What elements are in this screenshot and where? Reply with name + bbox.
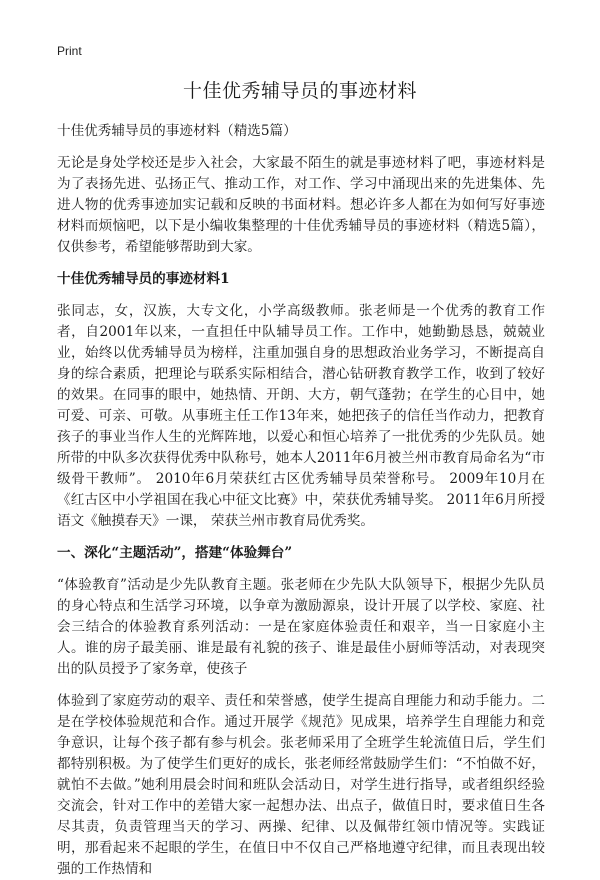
subsection-paragraph: “体验教育”活动是少先队教育主题。张老师在少先队大队领导下，根据少先队员的身心特点和生活学习环境，以争章为激励源泉，设计开展了以学校、家庭、社会三结合的体验教育系列活动：一是在家庭体验责任和艰辛，当一日家庭小主人。谁的房子最美丽、谁是最有礼貌的孩子、谁是最佳小厨师等活动，对表现突出的队员授予了家务章，使孩子 — [57, 577, 545, 677]
document-title: 十佳优秀辅导员的事迹材料 — [182, 80, 417, 102]
document-body — [57, 121, 545, 880]
section-heading: 十佳优秀辅导员的事迹材料1 — [57, 271, 230, 287]
subsection-paragraph: 体验到了家庭劳动的艰辛、责任和荣誉感，使学生提高自理能力和动手能力。二是在学校体验规范和合作。通过开展学《规范》见成果，培养学生自理能力和竞争意识，让每个孩子都有参与机会。张老师采用了全班学生轮流值日后，学生们都特别积极。为了使学生们更好的成长，张老师经常鼓励学生们：“不怕做不好，就怕不去做。”她利用晨会时间和班队会活动日，对学生进行指导，或者组织经验交流会，针对工作中的差错大家一起想办法、出点子，做值日时，要求值日生各尽其责，负责管理当天的学习、两操、纪律、以及佩带红领巾情况等。实践证明，那看起来不起眼的学生，在值日中不仅自己严格地遵守纪律，而且表现出较强的工作热情和 — [57, 693, 545, 877]
section-paragraph: 张同志，女，汉族，大专文化，小学高级教师。张老师是一个优秀的教育工作者，自2001年以来，一直担任中队辅导员工作。工作中，她勤勤恳恳，兢兢业业，始终以优秀辅导员为榜样，注重加强自身的思想政治业务学习，不断提高自身的综合素质，把理论与联系实际相结合，潜心钻研教育教学工作，收到了较好的效果。在同事的眼中，她热情、开朗、大方，朝气蓬勃；在学生的心目中，她可爱、可亲、可敬。从事班主任工作13年来，她把孩子的信任当作动力，把教育孩子的事业当作人生的光辉阵地，以爱心和恒心培养了一批优秀的少先队员。她所带的中队多次获得优秀中队称号，她本人2011年6月被兰州市教育局命名为“市级骨干教师”。 2010年6月荣获红古区优秀辅导员荣誉称号。 2009年10月在《红古区中小学祖国在我心中征文比赛》中，荣获优秀辅导奖。 2011年6月所授语文《触摸春天》一课， 荣获兰州市教育局优秀奖。 — [57, 303, 545, 529]
document-subtitle: 十佳优秀辅导员的事迹材料（精选5篇） — [57, 123, 297, 139]
intro-paragraph: 无论是身处学校还是步入社会，大家最不陌生的就是事迹材料了吧，事迹材料是为了表扬先进、弘扬正气、推动工作，对工作、学习中涌现出来的先进集体、先进人物的优秀事迹加实记载和反映的书面材料。想必许多人都在为如何写好事迹材料而烦恼吧，以下是小编收集整理的十佳优秀辅导员的事迹材料（精选5篇），仅供参考，希望能够帮助到大家。 — [57, 155, 545, 255]
print-link[interactable]: Print — [57, 44, 82, 58]
subsection-heading: 一、深化“主题活动”，搭建“体验舞台” — [57, 545, 293, 561]
